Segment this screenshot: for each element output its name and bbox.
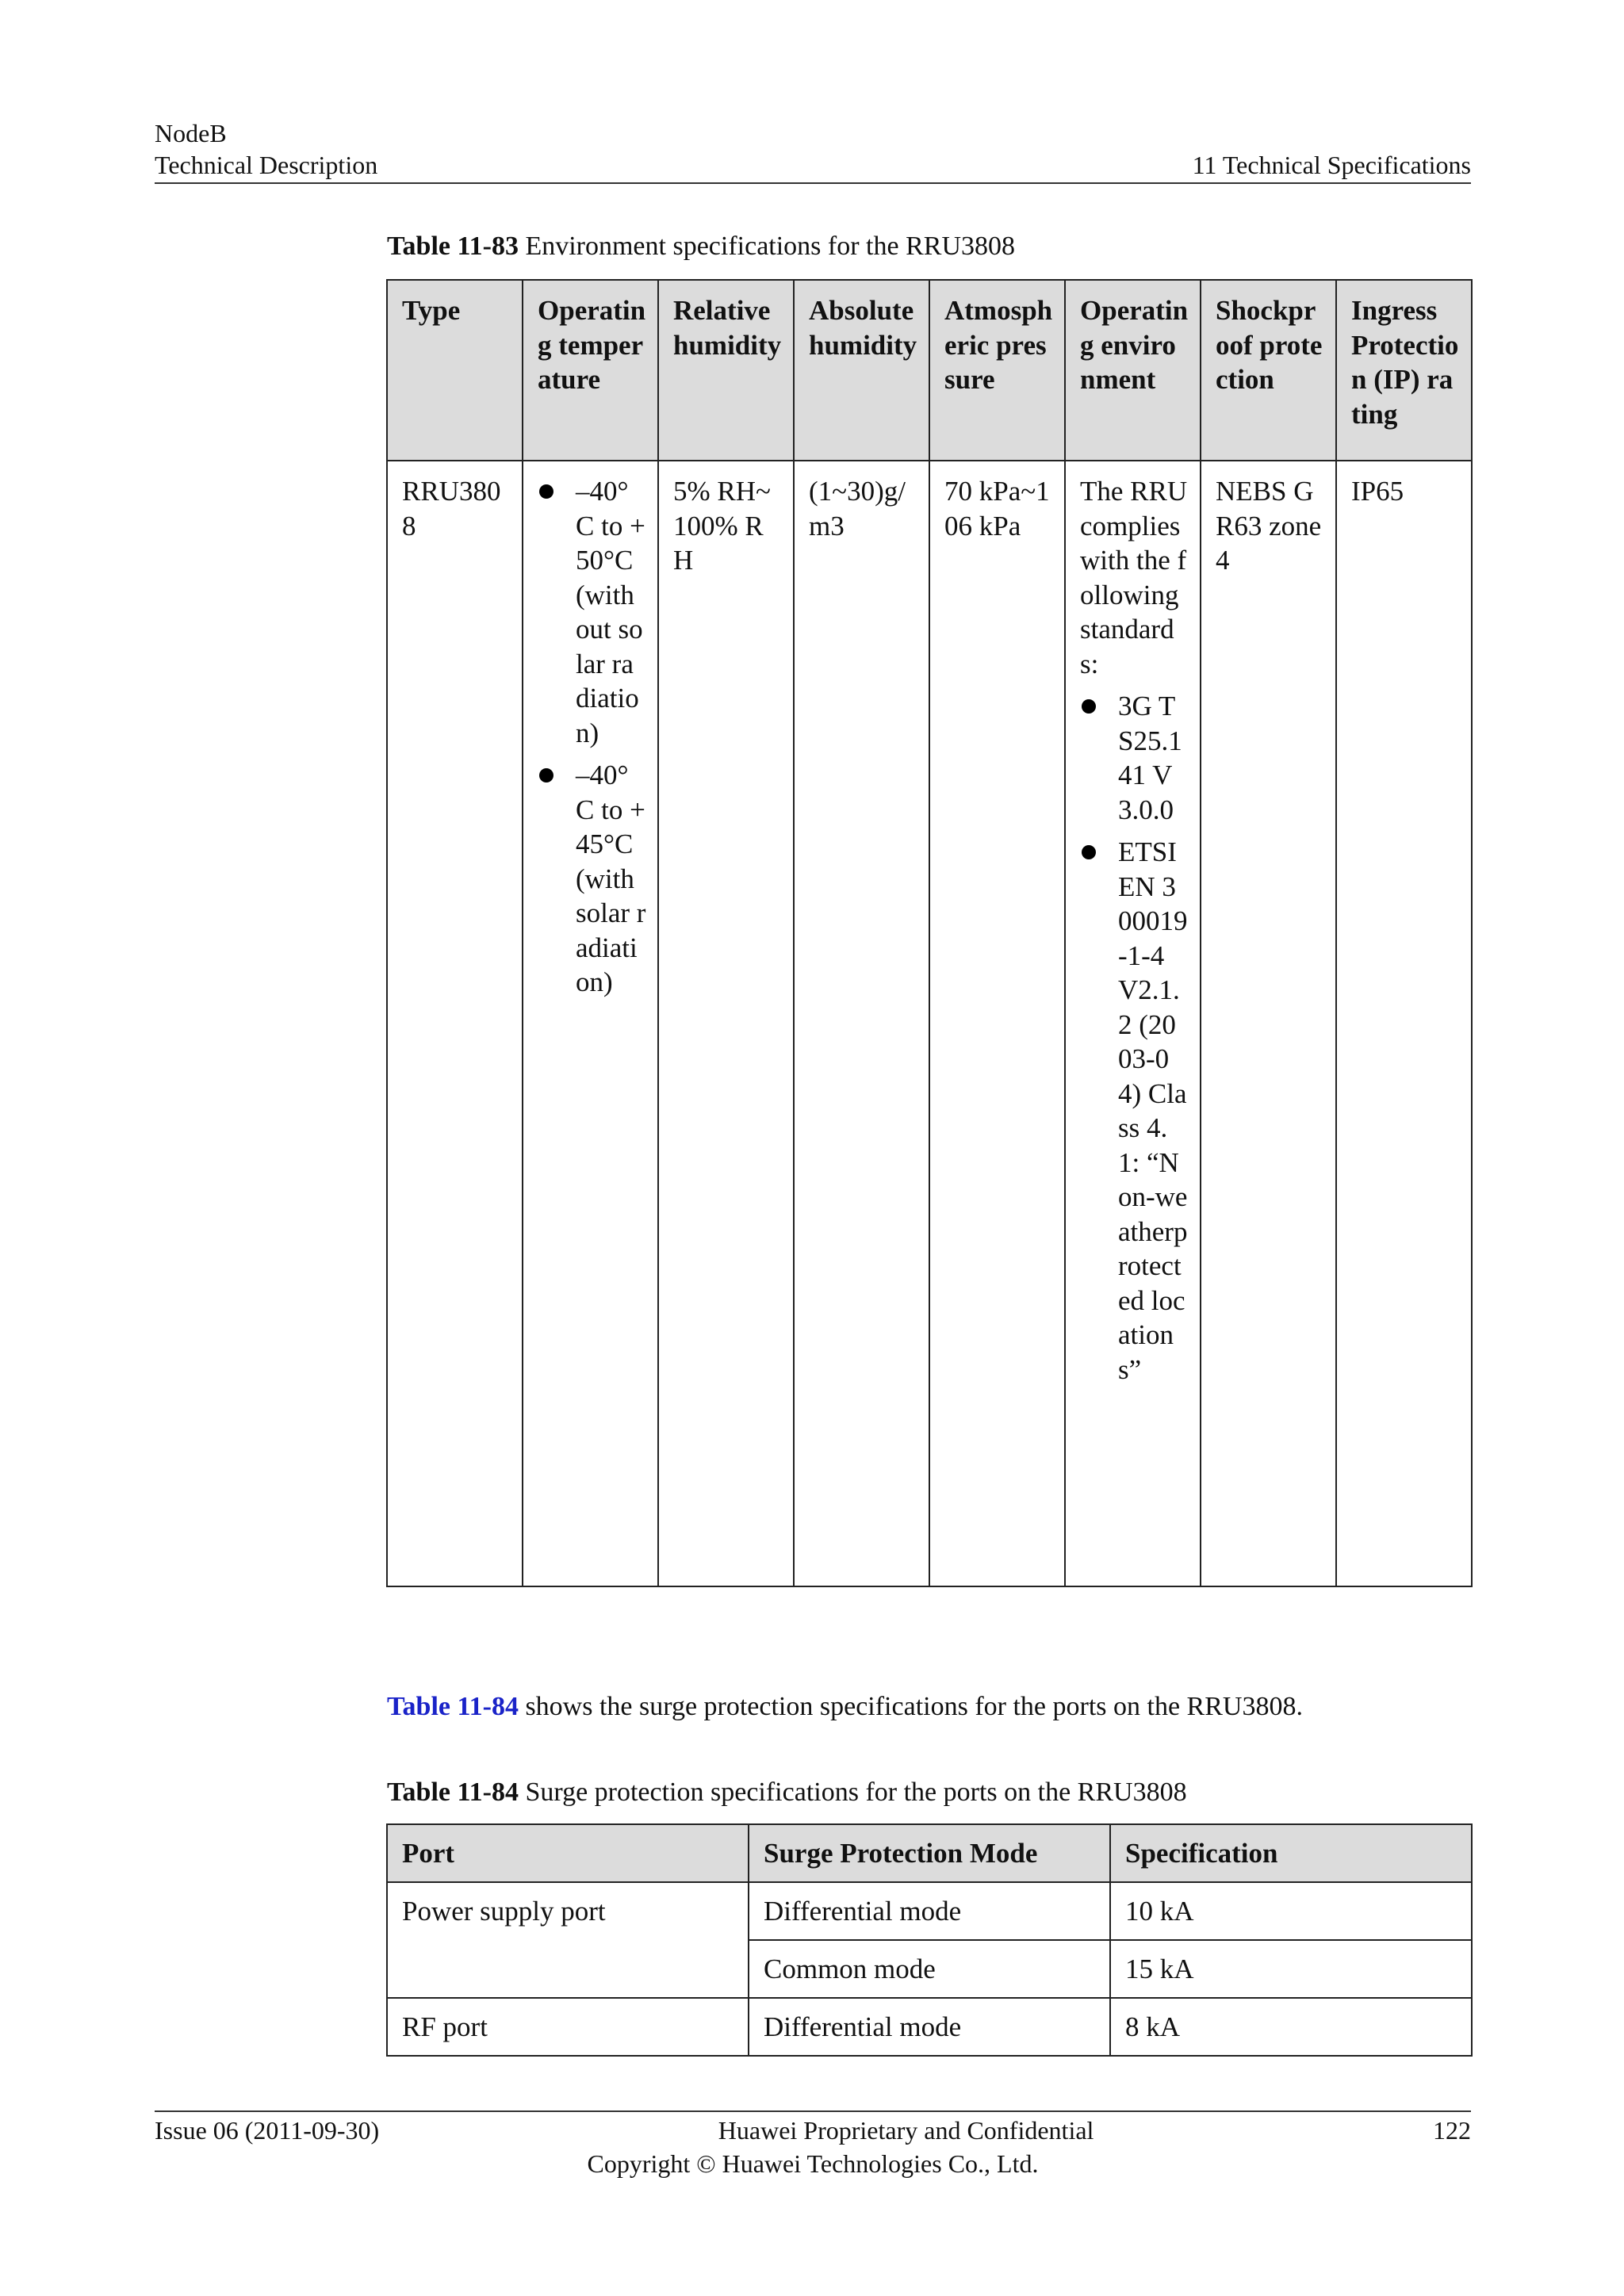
header-section: 11 Technical Specifications bbox=[1192, 151, 1471, 179]
env-cell-type: RRU3808 bbox=[387, 461, 523, 1586]
list-item: –40°C to +45°C (with solar radiation) bbox=[538, 758, 646, 1000]
footer-page-number: 122 bbox=[1433, 2116, 1471, 2145]
env-cell-shockproof: NEBS GR63 zone4 bbox=[1201, 461, 1336, 1586]
surge-cell-port: RF port bbox=[387, 1998, 749, 2056]
table-row bbox=[387, 1998, 1472, 2056]
surge-cell-mode: Differential mode bbox=[749, 1998, 1110, 2056]
header-product: NodeB bbox=[155, 119, 227, 147]
header-doc-title: Technical Description bbox=[155, 151, 378, 179]
surge-col-spec: Specification bbox=[1110, 1824, 1472, 1882]
table-row bbox=[387, 1882, 1472, 1940]
env-table-caption-num: Table 11-83 bbox=[387, 232, 519, 261]
list-item: 3G TS25.141 V3.0.0 bbox=[1080, 689, 1189, 827]
surge-protection-table bbox=[386, 1823, 1473, 2057]
env-cell-operating-environment bbox=[1065, 461, 1201, 1586]
table-11-84-link[interactable]: Table 11-84 bbox=[387, 1692, 519, 1721]
footer-issue: Issue 06 (2011-09-30) bbox=[155, 2116, 380, 2145]
list-item: –40°C to +50°C (without solar radiation) bbox=[538, 474, 646, 750]
list-item: ETSI EN 300019-1-4 V2.1.2 (2003-04) Class 4.1: “Non-weatherprotected locations” bbox=[1080, 835, 1189, 1387]
surge-cell-mode: Differential mode bbox=[749, 1882, 1110, 1940]
env-table-caption-text: Environment specifications for the RRU3808 bbox=[518, 232, 1015, 261]
env-col-shockproof: Shockproof protection bbox=[1201, 280, 1336, 461]
header-divider bbox=[155, 182, 1471, 184]
env-col-operating-environment: Operating environment bbox=[1065, 280, 1201, 461]
env-col-atmospheric-pressure: Atmospheric pressure bbox=[929, 280, 1065, 461]
surge-intro-paragraph bbox=[387, 1690, 1303, 1724]
surge-table-caption bbox=[387, 1776, 1187, 1809]
surge-table-header-row bbox=[387, 1824, 1472, 1882]
temperature-list bbox=[538, 474, 646, 1000]
footer-copyright: Copyright © Huawei Technologies Co., Ltd. bbox=[587, 2149, 1039, 2178]
surge-cell-spec: 8 kA bbox=[1110, 1998, 1472, 2056]
env-col-ip-rating: Ingress Protection (IP) rating bbox=[1336, 280, 1472, 461]
env-col-relative-humidity: Relative humidity bbox=[658, 280, 794, 461]
env-table-caption bbox=[387, 230, 1015, 263]
paragraph-text: shows the surge protection specifications for the ports on the RRU3808. bbox=[518, 1692, 1303, 1721]
env-cell-absolute-humidity: (1~30)g/m3 bbox=[794, 461, 929, 1586]
env-intro-text: The RRU complies with the following standards: bbox=[1080, 476, 1188, 679]
surge-col-port: Port bbox=[387, 1824, 749, 1882]
environment-spec-table bbox=[386, 279, 1473, 1587]
env-col-absolute-humidity: Absolute humidity bbox=[794, 280, 929, 461]
surge-cell-mode: Common mode bbox=[749, 1940, 1110, 1998]
surge-cell-spec: 10 kA bbox=[1110, 1882, 1472, 1940]
env-table-header-row bbox=[387, 280, 1472, 461]
env-cell-relative-humidity: 5% RH~100% RH bbox=[658, 461, 794, 1586]
standards-list bbox=[1080, 689, 1189, 1387]
env-cell-pressure: 70 kPa~106 kPa bbox=[929, 461, 1065, 1586]
env-col-operating-temperature: Operating temperature bbox=[523, 280, 658, 461]
env-cell-temperature bbox=[523, 461, 658, 1586]
env-col-type: Type bbox=[387, 280, 523, 461]
page-header bbox=[155, 117, 1471, 184]
surge-table-caption-num: Table 11-84 bbox=[387, 1777, 519, 1807]
surge-cell-port: Power supply port bbox=[387, 1882, 749, 1998]
env-cell-ip-rating: IP65 bbox=[1336, 461, 1472, 1586]
surge-table-caption-text: Surge protection specifications for the ports on the RRU3808 bbox=[518, 1777, 1187, 1807]
footer-proprietary: Huawei Proprietary and Confidential bbox=[718, 2116, 1094, 2145]
table-row bbox=[387, 461, 1472, 1586]
page-footer bbox=[155, 2110, 1471, 2180]
surge-col-mode: Surge Protection Mode bbox=[749, 1824, 1110, 1882]
surge-cell-spec: 15 kA bbox=[1110, 1940, 1472, 1998]
